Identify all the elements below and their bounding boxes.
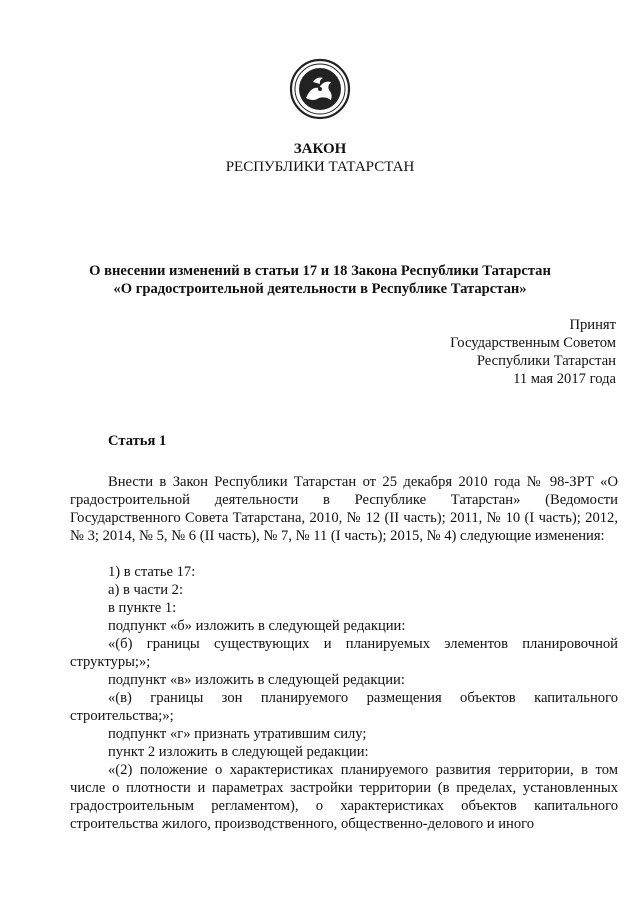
adoption-block [450,316,616,388]
list-item: подпункт «в» изложить в следующей редакции: [108,672,405,688]
list-item: пункт 2 изложить в следующей редакции: [108,744,369,760]
adopted-by-republic: Республики Татарстан [476,353,616,369]
list-item: «(в) границы зон планируемого размещения объектов капитального строительства;»; [70,690,618,724]
list-item: подпункт «б» изложить в следующей редакции: [108,618,406,634]
tatarstan-emblem-icon [289,58,351,120]
list-item: в пункте 1: [108,600,177,616]
list-item: «(б) границы существующих и планируемых элементов планировочной структуры;»; [70,636,618,670]
article-heading: Статья 1 [108,433,167,449]
adopted-date: 11 мая 2017 года [513,371,616,387]
law-title-line-1: О внесении изменений в статьи 17 и 18 Закона Республики Татарстан [89,263,551,279]
list-item: а) в части 2: [108,582,184,598]
list-item: «(2) положение о характеристиках планируемого развития территории, в том числе о плотности и параметрах застройки территории (в пределах, установленных градостроительным регламентом), о характеристиках объектов капитального строительства жилого, производственного, общественно-делового и иного [70,762,618,832]
adopted-by: Государственным Советом [450,335,616,351]
article-intro: Внести в Закон Республики Татарстан от 25 декабря 2010 года № 98-ЗРТ «О градостроительной деятельности в Республике Татарстан» (Ведомости Государственного Совета Татарстана, 2010, № 12 (II часть); 2011, № 10 (I часть); 2012, № 3; 2014, № 5, № 6 (II часть), № 7, № 11 (I часть); 2015, № 4) следующие изменения: [70,474,618,544]
republic-heading: РЕСПУБЛИКИ ТАТАРСТАН [225,159,415,175]
law-title-line-2: «О градостроительной деятельности в Республике Татарстан» [113,281,527,297]
list-item: подпункт «г» признать утратившим силу; [108,726,367,742]
law-heading: ЗАКОН [293,141,347,157]
adopted-label: Принят [569,317,616,333]
article-body [70,473,618,833]
list-item: 1) в статье 17: [108,564,196,580]
